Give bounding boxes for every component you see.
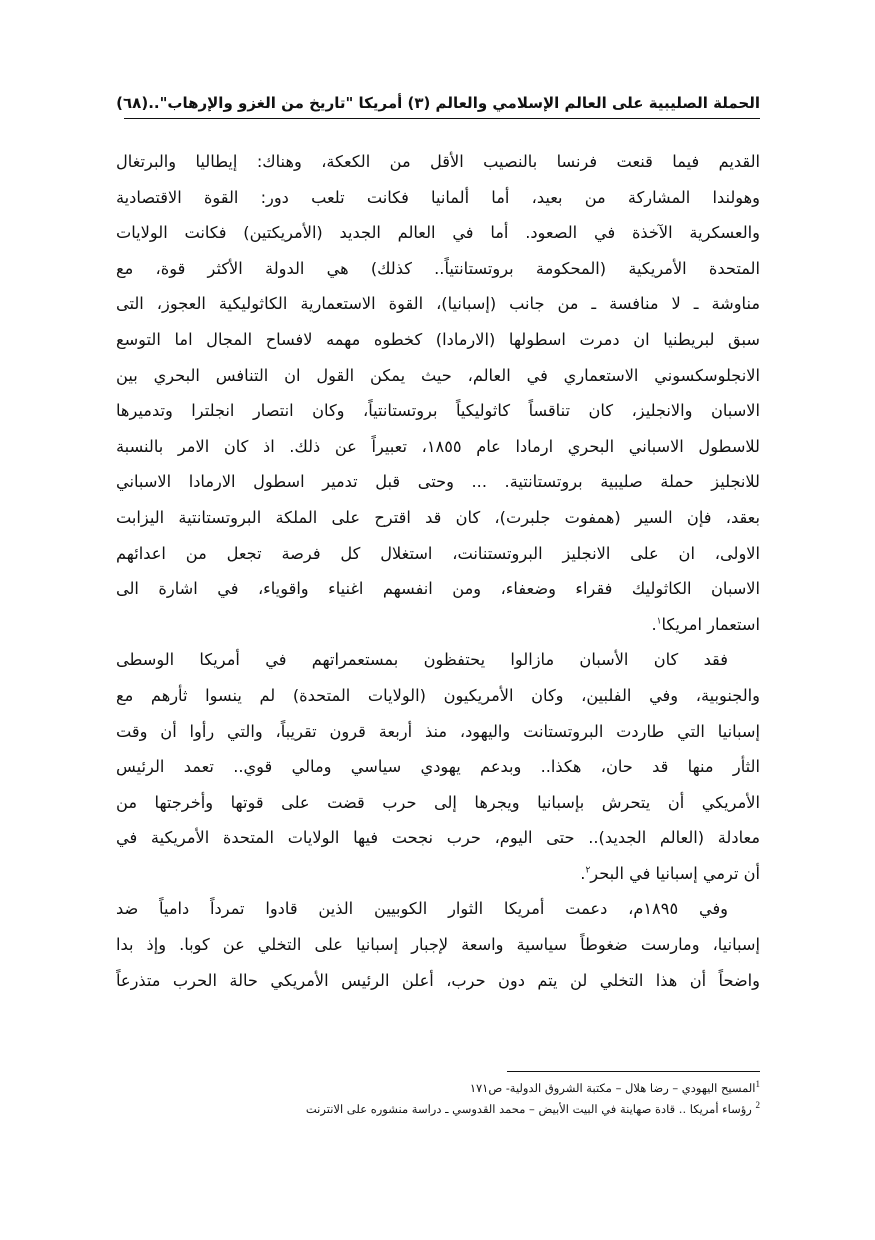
text-line — [116, 749, 760, 785]
text-line — [116, 891, 760, 927]
text-line — [116, 571, 760, 607]
line-text: الاولى، ان على الانجليز البروتستنانت، استغلال كل فرصة تجعل من اعدائهم — [116, 543, 760, 563]
line-text: للاسطول الاسباني البحري ارمادا عام ١٨٥٥، تعبيراً عن ذلك. اذ كان الامر بالنسبة — [116, 436, 760, 456]
text-line — [116, 358, 760, 394]
footnote-2 — [150, 1099, 760, 1120]
line-text: بعقد، فإن السير (همفوت جلبرت)، كان قد اقترح على الملكة البروتستانتية اليزابت — [116, 507, 760, 527]
text-line — [116, 678, 760, 714]
line-text: واضحاً أن هذا التخلي لن يتم دون حرب، أعلن الرئيس الأمريكي حالة الحرب متذرعاً — [116, 970, 760, 990]
line-text: للانجليز حملة صليبية بروتستانتية. ... وحتى قبل تدمير اسطول الارمادا الاسباني — [116, 472, 760, 492]
running-header — [116, 88, 760, 118]
footnote-number: 1 — [755, 1079, 760, 1090]
text-line — [116, 429, 760, 465]
footnotes — [150, 1078, 760, 1120]
line-text: الانجلوسكسوني الاستعماري في العالم، حيث يمكن القول ان التنافس البحري بين — [116, 365, 760, 385]
footnote-1 — [150, 1078, 760, 1099]
text-line — [116, 820, 760, 856]
footnote-text: المسيح اليهودي – رضا هلال – مكتبة الشروق الدولية- ص١٧١ — [469, 1081, 756, 1095]
text-line — [116, 607, 760, 643]
text-line — [116, 785, 760, 821]
line-tail: . — [651, 614, 657, 634]
header-divider — [124, 118, 760, 119]
line-text: استعمار امريكا — [661, 614, 760, 634]
footnote-ref[interactable]: ٢ — [585, 865, 591, 876]
text-line — [116, 500, 760, 536]
line-text: إسبانيا التي طاردت البروتستانت واليهود، منذ أربعة قرون تقريباً، والتي رأوا أن وقت — [116, 721, 760, 741]
line-text: إسبانيا، ومارست ضغوطاً سياسية واسعة لإجبار إسبانيا على التخلي عن كوبا. وإذ بدا — [116, 935, 760, 955]
line-text: سبق لبريطنيا ان دمرت اسطولها (الارمادا) كخطوه مهمه لافساح المجال اما التوسع — [116, 329, 760, 349]
text-line — [116, 393, 760, 429]
body-text — [116, 144, 760, 998]
line-text: وفي ١٨٩٥م، دعمت أمريكا الثوار الكوبيين الذين قادوا تمرداً دامياً ضد — [116, 899, 728, 919]
text-line — [116, 251, 760, 287]
header-title: الحملة الصليبية على العالم الإسلامي والعالم (٣) أمريكا "تاريخ من الغزو والإرهاب".. — [148, 94, 760, 112]
footnote-divider — [507, 1071, 760, 1072]
text-line — [116, 180, 760, 216]
line-text: أن ترمي إسبانيا في البحر — [590, 863, 760, 883]
text-line — [116, 215, 760, 251]
text-line — [116, 642, 760, 678]
text-line — [116, 286, 760, 322]
line-text: وهولندا المشاركة من بعيد، أما ألمانيا فكانت تلعب دور: القوة الاقتصادية — [116, 187, 760, 207]
footnote-number: 2 — [755, 1100, 760, 1111]
text-line — [116, 536, 760, 572]
line-text: والجنوبية، وفي الفلبين، وكان الأمريكيون (الولايات المتحدة) لم ينسوا ثأرهم مع — [116, 685, 760, 705]
line-text: مناوشة ـ لا منافسة ـ من جانب (إسبانيا)، القوة الاستعمارية الكاثوليكية العجوز، التى — [116, 294, 760, 314]
line-text: الأمريكي أن يتحرش بإسبانيا ويجرها إلى حرب قضت على قوتها وأخرجتها من — [116, 792, 760, 812]
text-line — [116, 322, 760, 358]
line-text: الاسبان الكاثوليك فقراء وضعفاء، ومن انفسهم اغنياء واقوياء، في اشارة الى — [116, 579, 760, 599]
line-text: الاسبان والانجليز، كان تناقساً كاثوليكياً بروتستانتياً، وكان انتصار انجلترا وتدميرها — [116, 401, 760, 421]
text-line — [116, 927, 760, 963]
line-text: القديم فيما قنعت فرنسا بالنصيب الأقل من الكعكة، وهناك: إيطاليا والبرتغال — [116, 152, 760, 171]
footnote-text: رؤساء أمريكا .. قادة صهاينة في البيت الأبيض – محمد القدوسي ـ دراسة منشوره على الانترنت — [305, 1102, 756, 1116]
line-text: والعسكرية الآخذة في الصعود. أما في العالم الجديد (الأمريكتين) فكانت الولايات — [116, 223, 760, 243]
line-text: المتحدة الأمريكية (المحكومة بروتستانتياً.. كذلك) هي الدولة الأكثر قوة، مع — [116, 258, 760, 278]
text-line — [116, 144, 760, 180]
text-line — [116, 714, 760, 750]
line-text: معادلة (العالم الجديد).. حتى اليوم، حرب نجحت فيها الولايات المتحدة الأمريكية في — [116, 828, 760, 848]
line-tail: . — [580, 863, 586, 883]
line-text: فقد كان الأسبان مازالوا يحتفظون بمستعمراتهم في أمريكا الوسطى — [116, 650, 728, 670]
line-text: الثأر منها قد حان، هكذا.. وبدعم يهودي سياسي ومالي قوي.. تعمد الرئيس — [116, 757, 760, 777]
text-line — [116, 856, 760, 892]
page-number: (٦٨) — [116, 94, 149, 112]
text-line — [116, 464, 760, 500]
text-line — [116, 963, 760, 999]
footnote-ref[interactable]: ١ — [656, 616, 662, 627]
